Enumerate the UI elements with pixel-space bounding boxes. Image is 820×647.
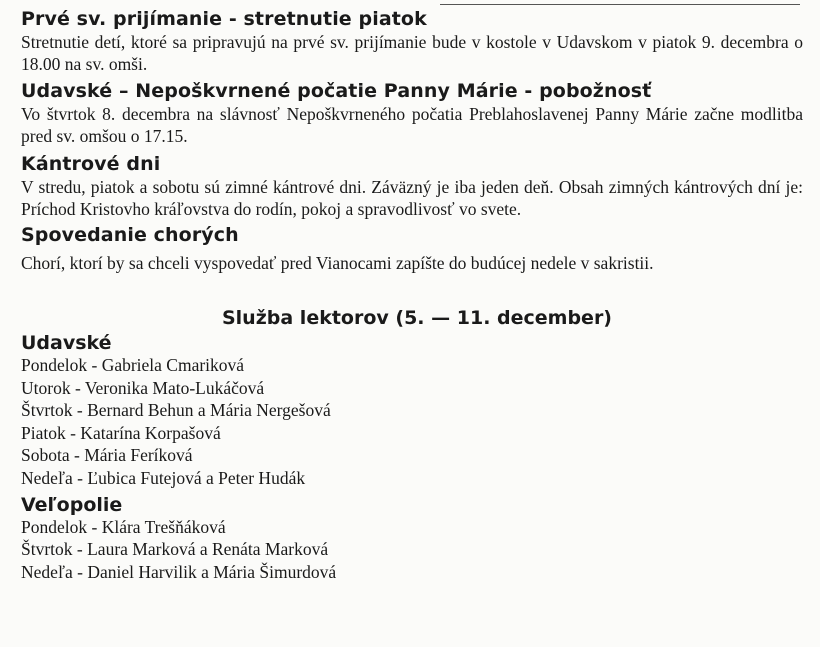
list-item: Pondelok - Klára Trešňáková: [21, 516, 226, 537]
list-item: Sobota - Mária Feríková: [21, 445, 193, 466]
announcement-immaculate-conception: [21, 79, 803, 147]
list-item: Nedeľa - Daniel Harvilik a Mária Šimurdová: [21, 561, 337, 582]
list-item: Štvrtok - Bernard Behun a Mária Nergešová: [21, 400, 331, 421]
announcement-heading: Spovedanie chorých: [21, 224, 239, 246]
announcement-heading: Udavské – Nepoškvrnené počatie Panny Márie - pobožnosť: [21, 80, 652, 102]
list-item: Nedeľa - Ľubica Futejová a Peter Hudák: [21, 467, 306, 488]
lector-list: [21, 354, 803, 490]
announcement-heading: Kántrové dni: [21, 153, 161, 175]
list-item: Piatok - Katarína Korpašová: [21, 422, 221, 443]
announcement-body: V stredu, piatok a sobotu sú zimné kántrové dni. Záväzný je iba jeden deň. Obsah zimných kántrových dní je: Príchod Kristovho kráľovstva do rodín, pokoj a spravodlivosť vo svete.: [21, 177, 803, 219]
list-item: Utorok - Veronika Mato-Lukáčová: [21, 377, 265, 398]
announcement-ember-days: [21, 152, 803, 220]
list-item: Pondelok - Gabriela Cmariková: [21, 355, 245, 375]
announcement-body: Chorí, ktorí by sa chceli vyspovedať pred Vianocami zapíšte do budúcej nedele v sakristii.: [21, 253, 654, 273]
group-heading: Udavské: [21, 332, 112, 354]
announcement-body: Stretnutie detí, ktoré sa pripravujú na prvé sv. prijímanie bude v kostole v Udavskom v piatok 9. decembra o 18.00 na sv. omši.: [21, 32, 803, 74]
top-divider: [440, 4, 800, 5]
announcement-first-communion: [21, 7, 803, 75]
list-item: Štvrtok - Laura Marková a Renáta Marková: [21, 539, 329, 560]
group-heading: Veľopolie: [21, 493, 123, 516]
announcement-heading: Prvé sv. prijímanie - stretnutie piatok: [21, 8, 427, 30]
announcement-confession-sick: [21, 223, 803, 274]
announcement-body: Vo štvrtok 8. decembra na slávnosť Nepoškvrneného počatia Preblahoslavenej Panny Márie začne modlitba pred sv. omšou o 17.15.: [21, 104, 803, 146]
lector-list: [21, 516, 803, 584]
lectors-title: Služba lektorov (5. — 11. december): [221, 307, 612, 329]
lector-group-udavske: [21, 332, 803, 490]
lector-group-velopolie: [21, 494, 803, 584]
bulletin-content: [21, 7, 803, 583]
